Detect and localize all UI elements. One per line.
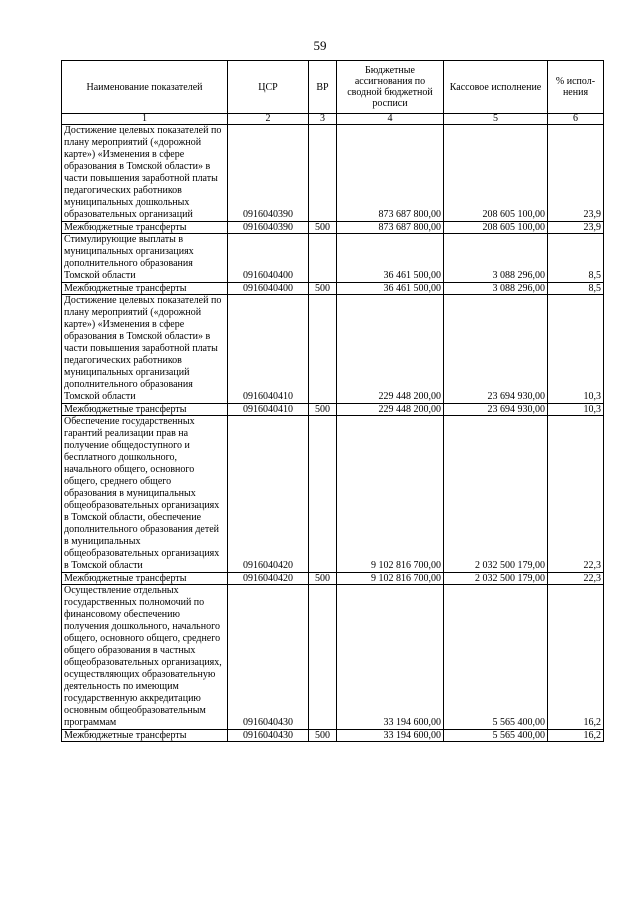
vr-code: 500 (309, 730, 337, 742)
page-number: 59 (313, 38, 327, 53)
cash-amount: 208 605 100,00 (444, 222, 548, 234)
csr-code: 0916040420 (228, 416, 309, 573)
table-row (62, 416, 604, 573)
header-name: Наименование показателей (62, 61, 228, 114)
execution-percent: 22,3 (548, 416, 604, 573)
csr-code: 0916040400 (228, 234, 309, 283)
indicator-name: Межбюджетные трансферты (62, 730, 228, 742)
execution-percent: 10,3 (548, 404, 604, 416)
budget-amount: 36 461 500,00 (337, 234, 444, 283)
budget-execution-table (61, 60, 604, 742)
csr-code: 0916040390 (228, 125, 309, 222)
csr-code: 0916040410 (228, 404, 309, 416)
table-row (62, 573, 604, 585)
vr-code (309, 125, 337, 222)
column-number: 3 (309, 114, 337, 125)
budget-amount: 229 448 200,00 (337, 295, 444, 404)
table-row (62, 234, 604, 283)
budget-amount: 9 102 816 700,00 (337, 573, 444, 585)
execution-percent: 23,9 (548, 222, 604, 234)
vr-code: 500 (309, 573, 337, 585)
cash-amount: 23 694 930,00 (444, 404, 548, 416)
table-header-row (62, 61, 604, 114)
vr-code (309, 416, 337, 573)
table-row (62, 585, 604, 730)
csr-code: 0916040430 (228, 585, 309, 730)
execution-percent: 8,5 (548, 283, 604, 295)
table-row (62, 404, 604, 416)
table-row (62, 222, 604, 234)
csr-code: 0916040410 (228, 295, 309, 404)
indicator-name: Межбюджетные трансферты (62, 283, 228, 295)
column-number: 1 (62, 114, 228, 125)
budget-amount: 33 194 600,00 (337, 730, 444, 742)
vr-code (309, 234, 337, 283)
vr-code: 500 (309, 404, 337, 416)
column-number: 4 (337, 114, 444, 125)
vr-code: 500 (309, 222, 337, 234)
budget-amount: 36 461 500,00 (337, 283, 444, 295)
cash-amount: 208 605 100,00 (444, 125, 548, 222)
table-row (62, 283, 604, 295)
column-number: 5 (444, 114, 548, 125)
cash-amount: 5 565 400,00 (444, 730, 548, 742)
cash-amount: 3 088 296,00 (444, 283, 548, 295)
csr-code: 0916040390 (228, 222, 309, 234)
cash-amount: 2 032 500 179,00 (444, 416, 548, 573)
header-csr: ЦСР (228, 61, 309, 114)
table-row (62, 295, 604, 404)
execution-percent: 22,3 (548, 573, 604, 585)
csr-code: 0916040400 (228, 283, 309, 295)
indicator-name: Межбюджетные трансферты (62, 573, 228, 585)
budget-amount: 229 448 200,00 (337, 404, 444, 416)
budget-amount: 873 687 800,00 (337, 222, 444, 234)
vr-code: 500 (309, 283, 337, 295)
execution-percent: 8,5 (548, 234, 604, 283)
indicator-name: Обеспечение государственных гарантий реализации прав на получение общедоступного и бесплатного дошкольного, начального общего, основного общего, среднего общего образования в муниципальных общеобразовательных организациях в Томской области, обеспечение дополнительного образования детей в муниципальных общеобразовательных организациях в Томской области (62, 416, 228, 573)
csr-code: 0916040430 (228, 730, 309, 742)
execution-percent: 23,9 (548, 125, 604, 222)
vr-code (309, 295, 337, 404)
column-number: 2 (228, 114, 309, 125)
cash-amount: 23 694 930,00 (444, 295, 548, 404)
indicator-name: Достижение целевых показателей по плану мероприятий («дорожной карте») «Изменения в сфере образования в Томской области» в части повышения заработной платы педагогических работников муниципальных организаций дополнительного образования Томской области (62, 295, 228, 404)
vr-code (309, 585, 337, 730)
indicator-name: Осуществление отдельных государственных полномочий по финансовому обеспечению получения дошкольного, начального общего, основного общего, среднего общего образования в частных общеобразовательных организациях, осуществляющих образовательную деятельность по имеющим государственную аккредитацию основным общеобразовательным программам (62, 585, 228, 730)
budget-amount: 9 102 816 700,00 (337, 416, 444, 573)
csr-code: 0916040420 (228, 573, 309, 585)
column-number: 6 (548, 114, 604, 125)
execution-percent: 10,3 (548, 295, 604, 404)
cash-amount: 3 088 296,00 (444, 234, 548, 283)
budget-amount: 33 194 600,00 (337, 585, 444, 730)
table-row (62, 730, 604, 742)
cash-amount: 2 032 500 179,00 (444, 573, 548, 585)
indicator-name: Достижение целевых показателей по плану мероприятий («дорожной карте») «Изменения в сфере образования в Томской области» в части повышения заработной платы педагогических работников муниципальных дошкольных образовательных организаций (62, 125, 228, 222)
execution-percent: 16,2 (548, 585, 604, 730)
indicator-name: Межбюджетные трансферты (62, 222, 228, 234)
column-number-row (62, 114, 604, 125)
indicator-name: Стимулирующие выплаты в муниципальных организациях дополнительного образования Томской области (62, 234, 228, 283)
header-vr: ВР (309, 61, 337, 114)
header-budget: Бюджетные ассигнования по сводной бюджетной росписи (337, 61, 444, 114)
cash-amount: 5 565 400,00 (444, 585, 548, 730)
header-percent: % испол-нения (548, 61, 604, 114)
budget-amount: 873 687 800,00 (337, 125, 444, 222)
table-row (62, 125, 604, 222)
header-cash: Кассовое исполнение (444, 61, 548, 114)
execution-percent: 16,2 (548, 730, 604, 742)
indicator-name: Межбюджетные трансферты (62, 404, 228, 416)
